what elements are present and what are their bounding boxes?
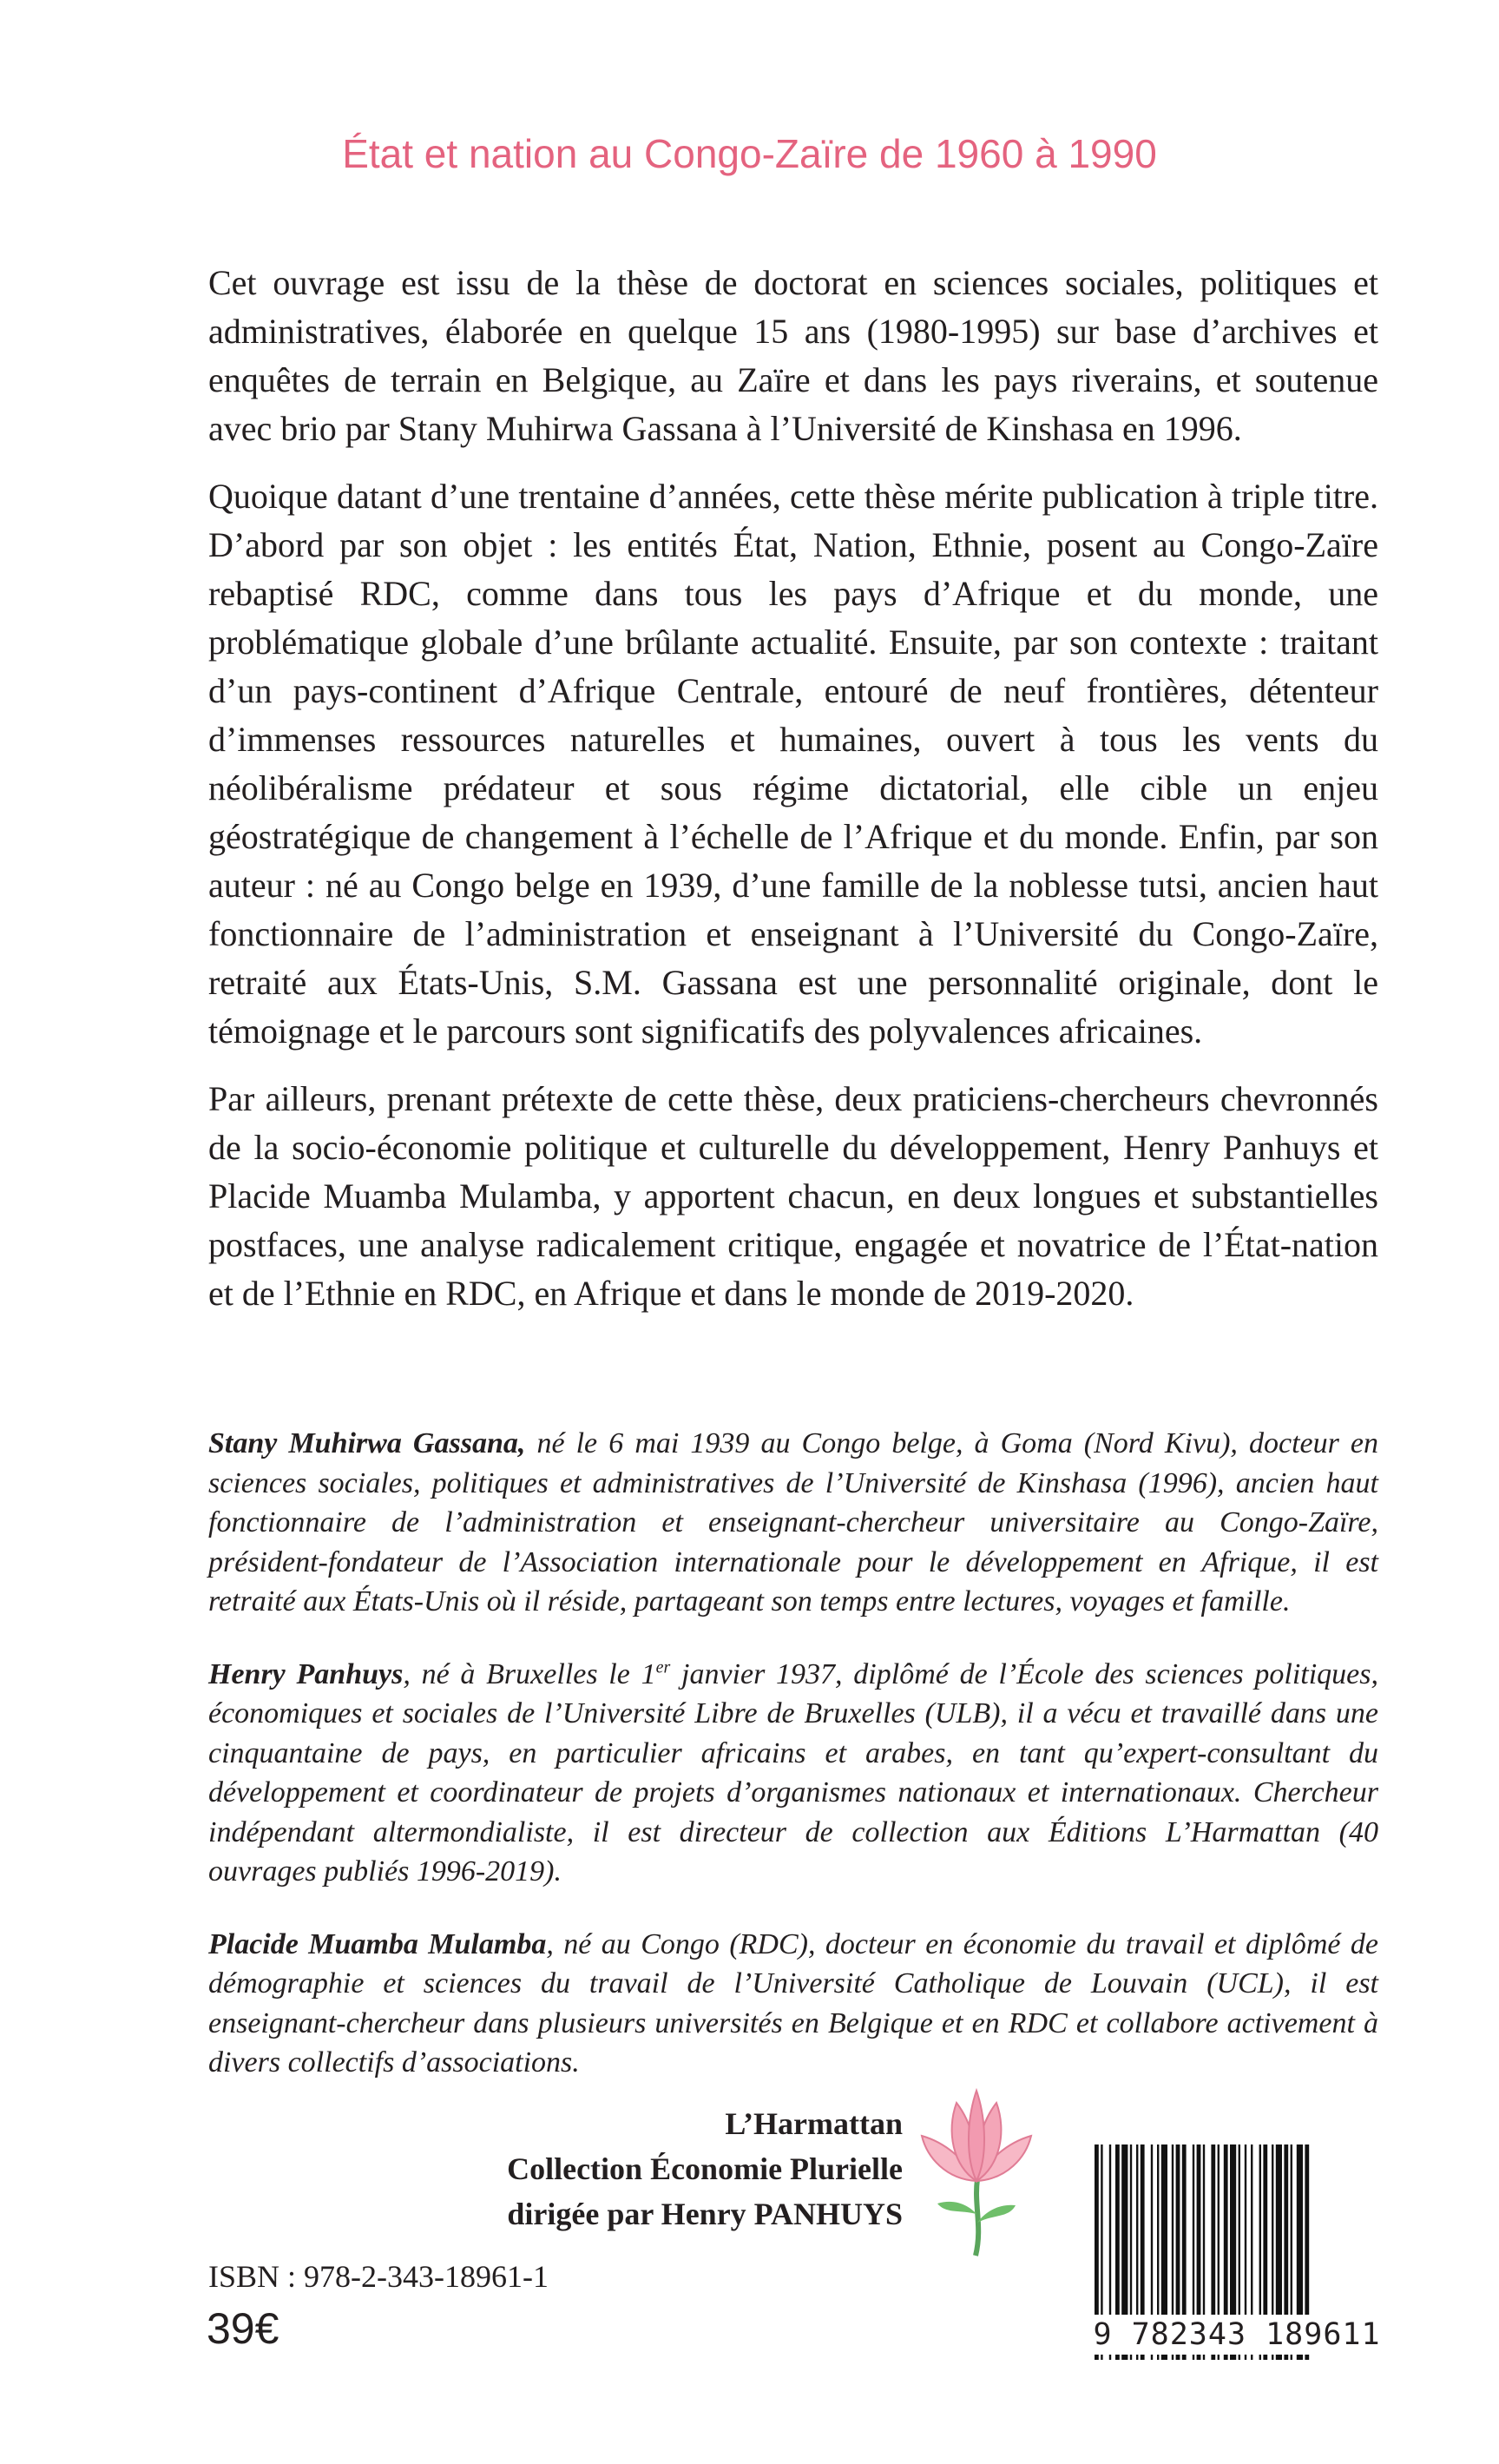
- book-title: État et nation au Congo-Zaïre de 1960 à 1990: [342, 131, 1157, 176]
- summary-text: [208, 259, 1378, 1337]
- lotus-flower-icon: [911, 2084, 1042, 2257]
- publisher-name: L’Harmattan: [725, 2106, 903, 2141]
- barcode-digits: 9 782343 189611: [1089, 2315, 1384, 2355]
- bio-gassana-name: Stany Muhirwa Gassana,: [208, 1427, 526, 1459]
- bio-panhuys-name: Henry Panhuys: [208, 1657, 404, 1690]
- bio-gassana-text: né le 6 mai 1939 au Congo belge, à Goma (Nord Kivu), docteur en sciences sociales, politiques et administratives de l’Université de Kinshasa (1996), ancien haut fonctionnaire de l’administration et enseignant-chercheur universitaire au Congo-Zaïre, président-fondateur de l’Association internationale pour le développement en Afrique, il est retraité aux États-Unis où il réside, partageant son temps entre lectures, voyages et famille.: [208, 1427, 1379, 1617]
- publisher-block: [434, 2101, 903, 2237]
- author-bios: [208, 1424, 1378, 2116]
- collection-name: Collection Économie Plurielle: [507, 2151, 903, 2186]
- bio-panhuys-text-after: janvier 1937, diplômé de l’École des sciences politiques, économiques et sociales de l’Université Libre de Bruxelles (ULB), il a vécu et travaillé dans une cinquantaine de pays, en particulier africains et arabes, en tant qu’expert-consultant du développement et coordinateur de projets d’organismes nationaux et internationaux. Chercheur indépendant altermondialiste, il est directeur de collection aux Éditions L’Harmattan (40 ouvrages publiés 1996-2019).: [208, 1657, 1379, 1888]
- bio-mulamba: [208, 1925, 1378, 2083]
- bio-panhuys: [208, 1655, 1378, 1892]
- collection-director: dirigée par Henry PANHUYS: [507, 2197, 903, 2231]
- summary-paragraph-1: Cet ouvrage est issu de la thèse de doctorat en sciences sociales, politiques et administratives, élaborée en quelque 15 ans (1980-1995) sur base d’archives et enquêtes de terrain en Belgique, au Zaïre et dans les pays riverains, et soutenue avec brio par Stany Muhirwa Gassana à l’Université de Kinshasa en 1996.: [208, 263, 1378, 448]
- isbn: ISBN : 978-2-343-18961-1: [208, 2259, 549, 2294]
- bio-panhuys-text-before: , né à Bruxelles le 1: [403, 1657, 656, 1690]
- price: 39€: [207, 2304, 279, 2353]
- bio-mulamba-text: , né au Congo (RDC), docteur en économie du travail et diplômé de démographie et sciences du travail de l’Université Catholique de Louvain (UCL), il est enseignant-chercheur dans plusieurs universités en Belgique et en RDC et collabore activement à divers collectifs d’associations.: [208, 1927, 1379, 2079]
- summary-paragraph-2: Quoique datant d’une trentaine d’années, cette thèse mérite publication à triple titre. D’abord par son objet : les entités État, Nation, Ethnie, posent au Congo-Zaïre rebaptisé RDC, comme dans tous les pays d’Afrique et du monde, une problématique globale d’une brûlante actualité. Ensuite, par son contexte : traitant d’un pays-continent d’Afrique Centrale, entouré de neuf frontières, détenteur d’immenses ressources naturelles et humaines, ouvert à tous les vents du néolibéralisme prédateur et sous régime dictatorial, elle cible un enjeu géostratégique de changement à l’échelle de l’Afrique et du monde. Enfin, par son auteur : né au Congo belge en 1939, d’une famille de la noblesse tutsi, ancien haut fonctionnaire de l’administration et enseignant à l’Université du Congo-Zaïre, retraité aux États-Unis, S.M. Gassana est une personnalité originale, dont le témoignage et le parcours sont significatifs des polyvalences africaines.: [208, 477, 1378, 1051]
- summary-paragraph-3: Par ailleurs, prenant prétexte de cette thèse, deux praticiens-chercheurs chevronnés de la socio-économie politique et culturelle du développement, Henry Panhuys et Placide Muamba Mulamba, y apportent chacun, en deux longues et substantielles postfaces, une analyse radicalement critique, engagée et novatrice de l’État-nation et de l’Ethnie en RDC, en Afrique et dans le monde de 2019-2020.: [208, 1079, 1378, 1313]
- bio-mulamba-name: Placide Muamba Mulamba: [208, 1927, 547, 1960]
- bio-gassana: [208, 1424, 1378, 1622]
- bio-panhuys-sup: er: [655, 1657, 671, 1677]
